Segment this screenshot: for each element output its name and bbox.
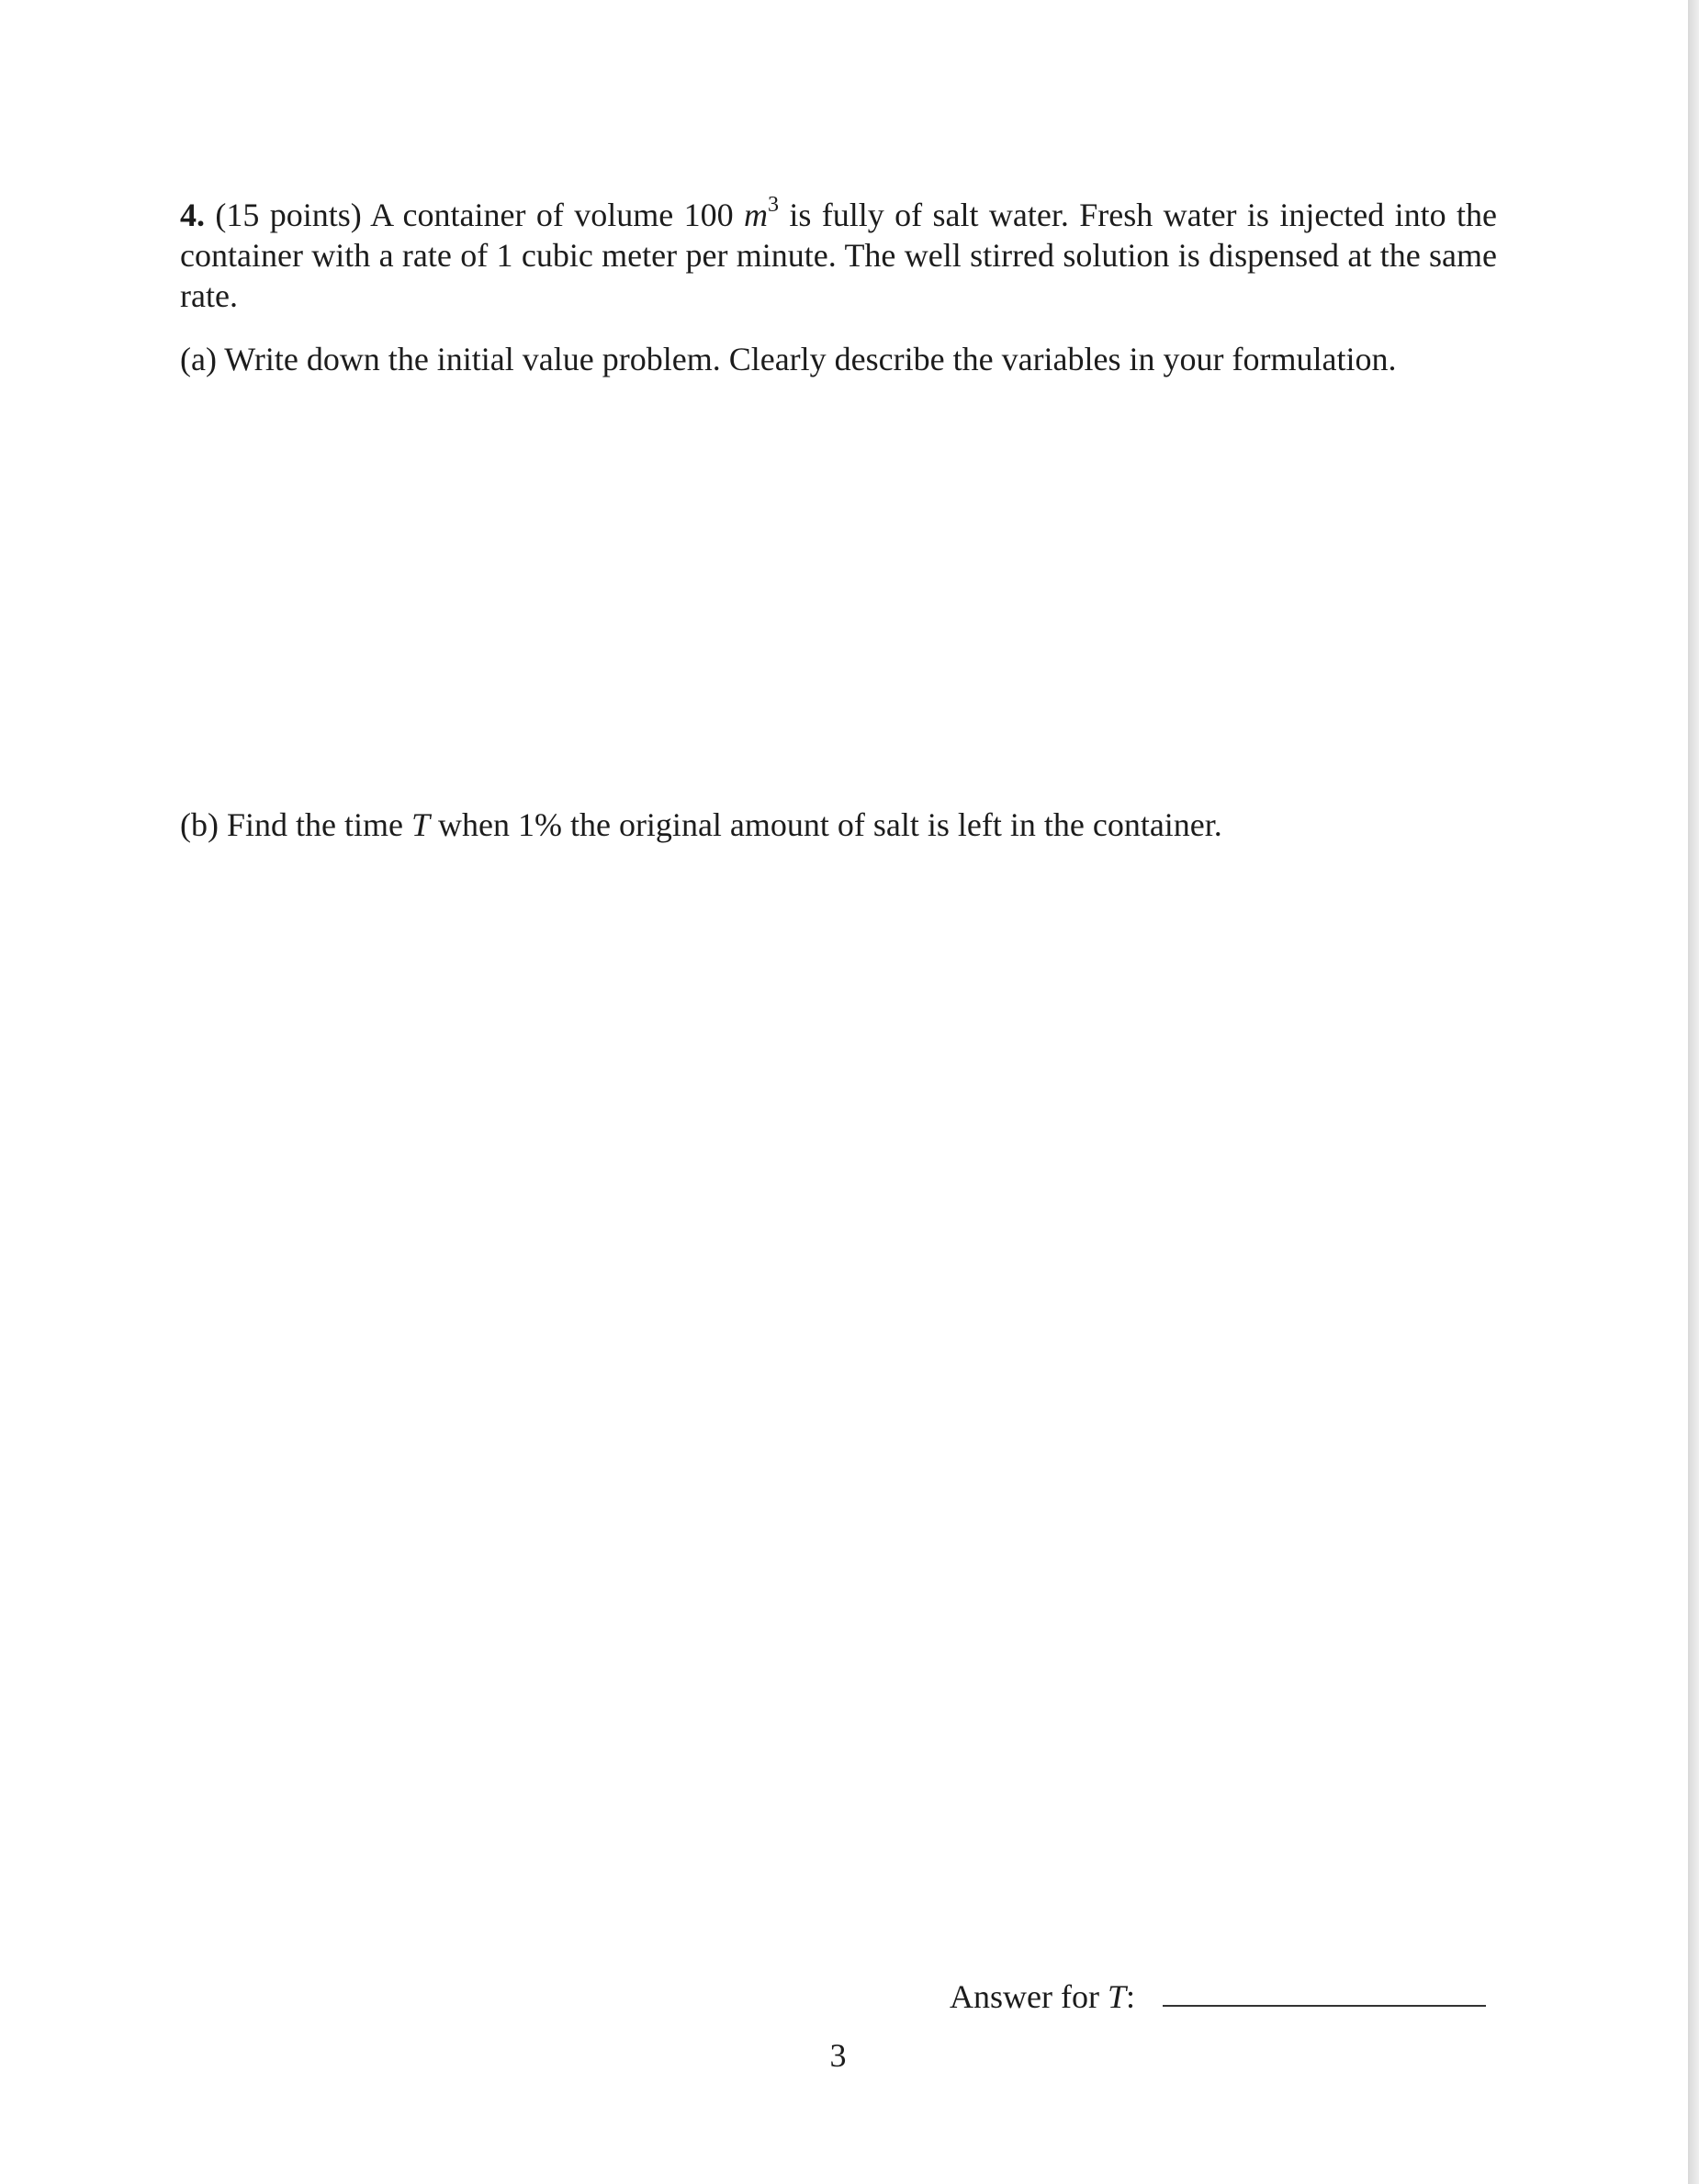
problem-text-part2: is fully of salt water. Fresh water is injected into the container with a rate of 1 cubic meter per minute. The well stirred solution is dispensed at the same rate.	[180, 197, 1498, 314]
problem-number: 4.	[180, 197, 205, 233]
answer-label-after: :	[1125, 1978, 1135, 2015]
part-a-text: (a) Write down the initial value problem. Clearly describe the variables in your formulation.	[180, 341, 1397, 377]
answer-variable: T	[1107, 1978, 1126, 2015]
part-a-question	[180, 339, 1502, 379]
part-b-text-after: when 1% the original amount of salt is left in the container.	[430, 806, 1222, 843]
volume-unit	[743, 193, 779, 233]
answer-blank-line	[1163, 2005, 1486, 2007]
page-number: 3	[829, 2037, 847, 2074]
volume-unit-base: m	[743, 197, 768, 233]
page-edge	[1688, 0, 1699, 2184]
answer-label-before: Answer for	[950, 1978, 1108, 2015]
part-b-question	[180, 805, 1502, 845]
part-b-variable: T	[411, 806, 430, 843]
problem-text	[180, 195, 1497, 316]
problem-text-part1: (15 points) A container of volume 100	[215, 197, 744, 233]
volume-unit-exponent: 3	[767, 193, 779, 217]
part-b-text-before: (b) Find the time	[180, 806, 411, 843]
answer-label	[950, 1976, 1135, 2017]
problem-statement	[180, 195, 1497, 316]
